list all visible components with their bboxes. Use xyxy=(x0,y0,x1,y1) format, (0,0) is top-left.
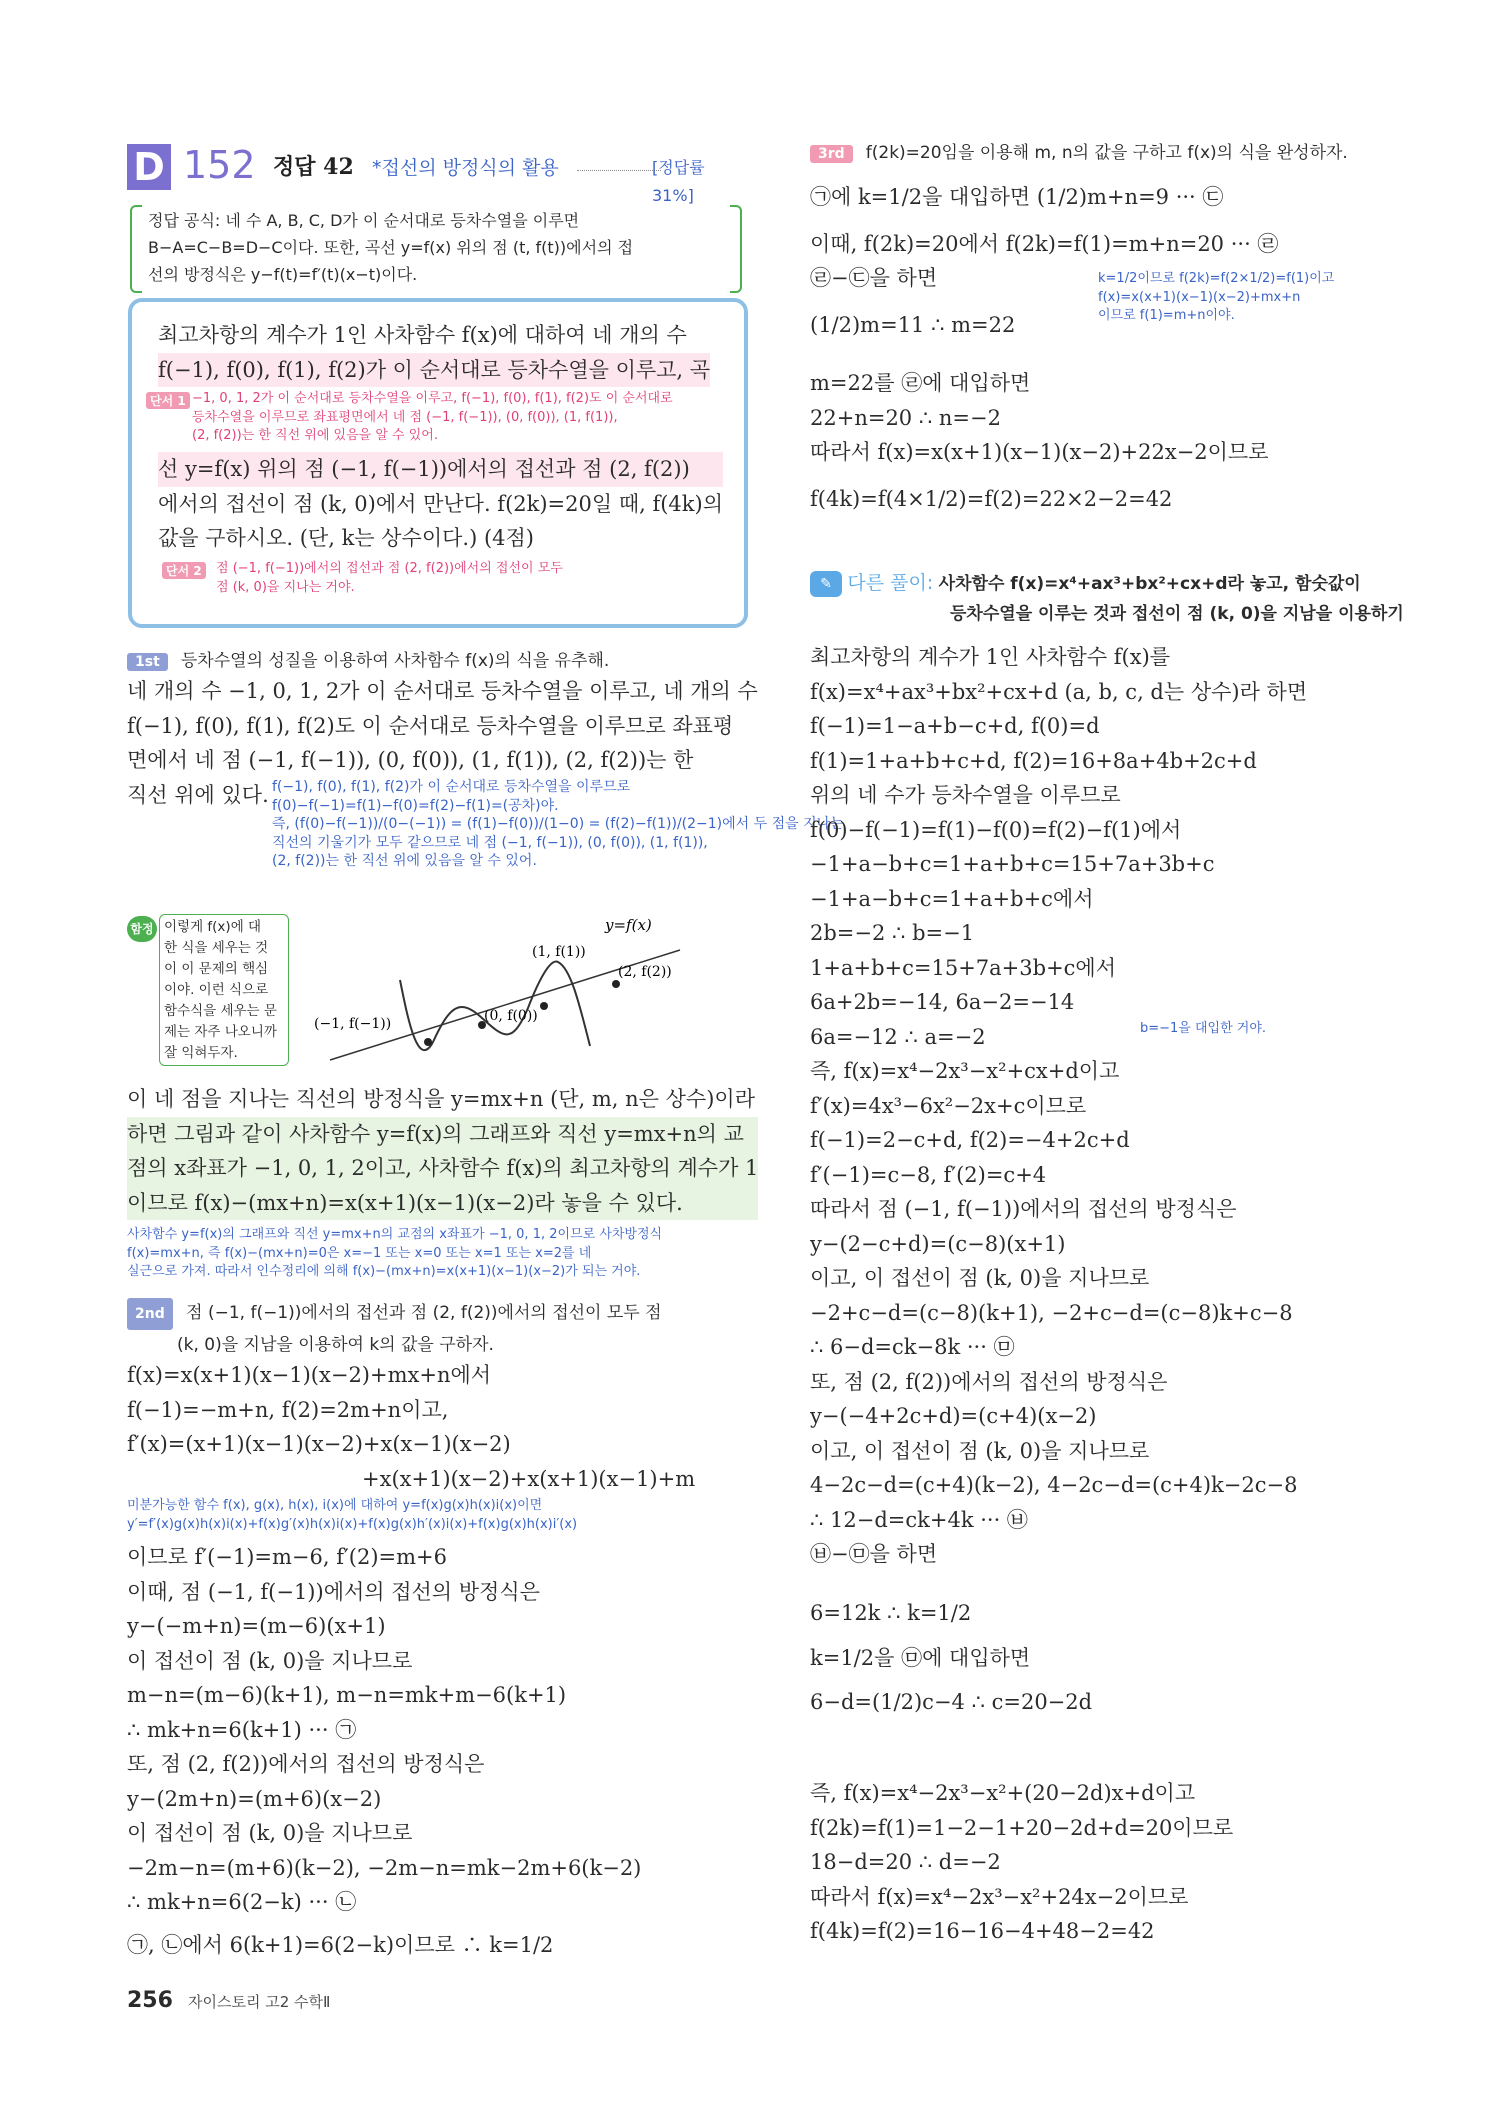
step3-heading xyxy=(810,138,1348,163)
step2-line: f′(x)=(x+1)(x−1)(x−2)+x(x−1)(x−2) xyxy=(127,1432,511,1456)
tip-line: 이렇게 f(x)에 대 xyxy=(164,919,262,935)
step1-line: f(−1), f(0), f(1), f(2)도 이 순서대로 등차수열을 이루므로 좌표평 xyxy=(127,713,734,738)
step1b-note: 실근으로 가져. 따라서 인수정리에 의해 f(x)−(mx+n)=x(x+1)(x−1)(x−2)가 되는 거야. xyxy=(127,1264,641,1279)
step1-line: 직선 위에 있다. xyxy=(127,782,269,807)
step2-line: m−n=(m−6)(k+1), m−n=mk+m−6(k+1) xyxy=(127,1683,567,1707)
step1-note: 즉, (f(0)−f(−1))/(0−(−1)) = (f(1)−f(0))/(1−0) = (f(2)−f(1))/(2−1)에서 두 점을 지나는 xyxy=(272,816,844,832)
alt-line: k=1/2을 ㉤에 대입하면 xyxy=(810,1645,1031,1670)
step2-line: y−(2m+n)=(m+6)(x−2) xyxy=(127,1786,382,1811)
alt-line: f(−1)=2−c+d, f(2)=−4+2c+d xyxy=(810,1128,1130,1152)
step2-title: (k, 0)을 지남을 이용하여 k의 값을 구하자. xyxy=(177,1335,494,1355)
curve-label: y=f(x) xyxy=(605,916,652,934)
alt-line: 위의 네 수가 등차수열을 이루므로 xyxy=(810,783,1121,807)
point-label: (−1, f(−1)) xyxy=(314,1016,392,1032)
alt-label: 다른 풀이: xyxy=(847,572,934,594)
alt-line: f(0)−f(−1)=f(1)−f(0)=f(2)−f(1)에서 xyxy=(810,817,1182,842)
step3-title: f(2k)=20임을 이용해 m, n의 값을 구하고 f(x)의 식을 완성하자. xyxy=(865,143,1348,163)
step1b-line: 하면 그림과 같이 사차함수 y=f(x)의 그래프와 직선 y=mx+n의 교 xyxy=(127,1117,758,1152)
step3-tag: 3rd xyxy=(810,145,853,163)
alt-line: 4−2c−d=(c+4)(k−2), 4−2c−d=(c+4)k−2c−8 xyxy=(810,1473,1298,1497)
alt-line: y−(2−c+d)=(c−8)(x+1) xyxy=(810,1231,1066,1256)
step2-heading xyxy=(127,1298,662,1360)
hint1-line: 등차수열을 이루므로 좌표평면에서 네 점 (−1, f(−1)), (0, f(0)), (1, f(1)), xyxy=(192,409,618,425)
tip-line: 잘 익혀두자. xyxy=(164,1045,238,1061)
alt-line: y−(−4+2c+d)=(c+4)(x−2) xyxy=(810,1404,1097,1428)
step2-line: 이 접선이 점 (k, 0)을 지나므로 xyxy=(127,1648,413,1673)
answer-label: 정답 42 xyxy=(273,154,354,180)
correct-rate: [정답률 31%] xyxy=(652,158,705,205)
alt-line: f(2k)=f(1)=1−2−1+20−2d+d=20이므로 xyxy=(810,1815,1234,1840)
page-number: 256 xyxy=(127,1988,173,2013)
step2-tag: 2nd xyxy=(127,1298,173,1330)
problem-badge: D xyxy=(127,144,171,190)
point-1 xyxy=(540,1002,548,1010)
step3-note: f(x)=x(x+1)(x−1)(x−2)+mx+n xyxy=(1098,289,1301,305)
book-title: 자이스토리 고2 수학Ⅱ xyxy=(188,1993,331,2011)
formula-line: 정답 공식: 네 수 A, B, C, D가 이 순서대로 등차수열을 이루면 xyxy=(148,211,580,230)
point-label: (0, f(0)) xyxy=(484,1008,538,1024)
quartic-curve xyxy=(400,962,590,1051)
alt-line: f(x)=x⁴+ax³+bx²+cx+d (a, b, c, d는 상수)라 하면 xyxy=(810,679,1308,704)
alt-line: 6−d=(1/2)c−4 ∴ c=20−2d xyxy=(810,1690,1093,1714)
topic-label: *접선의 방정식의 활용 xyxy=(372,157,559,179)
alt-line: ∴ 12−d=ck+4k ··· ㉥ xyxy=(810,1507,1028,1532)
formula-line: B−A=C−B=D−C이다. 또한, 곡선 y=f(x) 위의 점 (t, f(t))에서의 접 xyxy=(148,238,634,257)
step1-note: (2, f(2))는 한 직선 위에 있음을 알 수 있어. xyxy=(272,853,537,869)
tip-line: 이야. 이런 식으로 xyxy=(164,982,269,998)
tip-line: 함수식을 세우는 문 xyxy=(164,1003,277,1019)
step1b-note: f(x)=mx+n, 즉 f(x)−(mx+n)=0은 x=−1 또는 x=0 또는 x=1 또는 x=2를 네 xyxy=(127,1245,592,1261)
formula-box xyxy=(130,205,742,291)
step2-line: 이므로 f′(−1)=m−6, f′(2)=m+6 xyxy=(127,1545,447,1569)
tip-line: 이 이 문제의 핵심 xyxy=(164,961,269,977)
alt-line: 따라서 f(x)=x⁴−2x³−x²+24x−2이므로 xyxy=(810,1884,1189,1909)
tip-line: 제는 자주 나오니까 xyxy=(164,1024,277,1040)
alt-line: −1+a−b+c=1+a+b+c에서 xyxy=(810,886,1094,911)
step2-note: 미분가능한 함수 f(x), g(x), h(x), i(x)에 대하여 y=f(x)g(x)h(x)i(x)이면 xyxy=(127,1498,543,1513)
step3-line: 따라서 f(x)=x(x+1)(x−1)(x−2)+22x−2이므로 xyxy=(810,440,1269,464)
tip-badge: 함정 xyxy=(127,916,157,942)
hint1-line: −1, 0, 1, 2가 이 순서대로 등차수열을 이루고, f(−1), f(0), f(1), f(2)도 이 순서대로 xyxy=(192,391,673,406)
alt-line: ∴ 6−d=ck−8k ··· ㉤ xyxy=(810,1335,1015,1359)
step1-title: 등차수열의 성질을 이용하여 사차함수 f(x)의 식을 유추해. xyxy=(180,651,610,671)
formula-line: 선의 방정식은 y−f(t)=f′(t)(x−t)이다. xyxy=(148,265,418,284)
step2-line: f(x)=x(x+1)(x−1)(x−2)+mx+n에서 xyxy=(127,1363,492,1387)
step3-line: m=22를 ㉣에 대입하면 xyxy=(810,371,1031,395)
alt-side-note: b=−1을 대입한 거야. xyxy=(1140,1021,1267,1036)
step3-line: ㉣−㉢을 하면 xyxy=(810,266,938,290)
alt-line: 최고차항의 계수가 1인 사차함수 f(x)를 xyxy=(810,645,1171,669)
alt-line: f′(−1)=c−8, f′(2)=c+4 xyxy=(810,1162,1047,1187)
step2-line: 또, 점 (2, f(2))에서의 접선의 방정식은 xyxy=(127,1752,485,1776)
step1-tag: 1st xyxy=(127,653,168,671)
problem-line: 값을 구하시오. (단, k는 상수이다.) (4점) xyxy=(158,526,534,550)
step3-line: 22+n=20 ∴ n=−2 xyxy=(810,405,1001,430)
tip-line: 한 식을 세우는 것 xyxy=(164,940,269,956)
step2-line: ∴ mk+n=6(k+1) ··· ㉠ xyxy=(127,1717,357,1742)
alt-title: 사차함수 f(x)=x⁴+ax³+bx²+cx+d라 놓고, 함숫값이 xyxy=(938,574,1361,594)
point-2 xyxy=(612,980,620,988)
step2-line: ∴ mk+n=6(2−k) ··· ㉡ xyxy=(127,1890,357,1914)
step1-line: 면에서 네 점 (−1, f(−1)), (0, f(0)), (1, f(1)), (2, f(2))는 한 xyxy=(127,748,694,772)
alt-line: 1+a+b+c=15+7a+3b+c에서 xyxy=(810,955,1116,980)
step2-line: −2m−n=(m+6)(k−2), −2m−n=mk−2m+6(k−2) xyxy=(127,1855,642,1880)
step1b-line: 이 네 점을 지나는 직선의 방정식을 y=mx+n (단, m, n은 상수)이라 xyxy=(127,1087,755,1111)
alt-line: f(1)=1+a+b+c+d, f(2)=16+8a+4b+2c+d xyxy=(810,748,1257,773)
alt-line: 6a+2b=−14, 6a−2=−14 xyxy=(810,990,1075,1014)
problem-line: 선 y=f(x) 위의 점 (−1, f(−1))에서의 접선과 점 (2, f(2)) xyxy=(158,452,723,487)
step2-final: ㉠, ㉡에서 6(k+1)=6(2−k)이므로 ∴ k=1/2 xyxy=(127,1932,554,1957)
alt-line: f(4k)=f(2)=16−16−4+48−2=42 xyxy=(810,1919,1155,1943)
dotted-leader xyxy=(577,170,661,171)
step1b-note: 사차함수 y=f(x)의 그래프와 직선 y=mx+n의 교점의 x좌표가 −1, 0, 1, 2이므로 사차방정식 xyxy=(127,1227,663,1242)
alt-line: 2b=−2 ∴ b=−1 xyxy=(810,921,975,945)
alt-line: f(−1)=1−a+b−c+d, f(0)=d xyxy=(810,714,1100,738)
hint2-tag: 단서 2 xyxy=(162,562,206,579)
problem-line: 에서의 접선이 점 (k, 0)에서 만난다. f(2k)=20일 때, f(4k)의 xyxy=(158,491,723,516)
step1-note: f(0)−f(−1)=f(1)−f(0)=f(2)−f(1)=(공차)야. xyxy=(272,797,559,814)
step2-line: y−(−m+n)=(m−6)(x+1) xyxy=(127,1614,386,1638)
step2-line: 이 접선이 점 (k, 0)을 지나므로 xyxy=(127,1821,413,1845)
page-footer xyxy=(127,1988,330,2013)
step3-line: f(4k)=f(4×1/2)=f(2)=22×2−2=42 xyxy=(810,486,1173,511)
alt-line: ㉥−㉤을 하면 xyxy=(810,1542,938,1566)
alt-line: 또, 점 (2, f(2))에서의 접선의 방정식은 xyxy=(810,1369,1168,1394)
step1-heading xyxy=(127,646,609,671)
problem-number: 152 xyxy=(183,143,256,187)
step2-title: 점 (−1, f(−1))에서의 접선과 점 (2, f(2))에서의 접선이 모두 점 xyxy=(186,1303,662,1323)
alt-line: 즉, f(x)=x⁴−2x³−x²+cx+d이고 xyxy=(810,1059,1120,1083)
alt-line: 이고, 이 접선이 점 (k, 0)을 지나므로 xyxy=(810,1266,1150,1290)
hint2-line: 점 (k, 0)을 지나는 거야. xyxy=(216,579,355,595)
problem-line: f(−1), f(0), f(1), f(2)가 이 순서대로 등차수열을 이루고, 곡 xyxy=(158,353,710,388)
step1-line: 네 개의 수 −1, 0, 1, 2가 이 순서대로 등차수열을 이루고, 네 개의 수 xyxy=(127,679,758,703)
step3-note: 이므로 f(1)=m+n이야. xyxy=(1098,308,1235,323)
step1-note: f(−1), f(0), f(1), f(2)가 이 순서대로 등차수열을 이루므로 xyxy=(272,779,631,795)
step2-line: f(−1)=−m+n, f(2)=2m+n이고, xyxy=(127,1397,449,1422)
alt-line: 6=12k ∴ k=1/2 xyxy=(810,1601,972,1625)
problem-box xyxy=(128,298,748,628)
point-neg1 xyxy=(424,1038,432,1046)
alt-line: 따라서 점 (−1, f(−1))에서의 접선의 방정식은 xyxy=(810,1197,1237,1221)
alt-line: −1+a−b+c=1+a+b+c=15+7a+3b+c xyxy=(810,852,1215,876)
step2-note: y′=f′(x)g(x)h(x)i(x)+f(x)g′(x)h(x)i(x)+f(x)g(x)h′(x)i(x)+f(x)g(x)h(x)i′(x) xyxy=(127,1516,578,1532)
step1b-line: 점의 x좌표가 −1, 0, 1, 2이고, 사차함수 f(x)의 최고차항의 계수가 1 xyxy=(127,1151,758,1186)
quartic-graph xyxy=(300,910,700,1080)
hint2-line: 점 (−1, f(−1))에서의 접선과 점 (2, f(2))에서의 접선이 모두 xyxy=(216,561,563,576)
step3-line: ㉠에 k=1/2을 대입하면 (1/2)m+n=9 ··· ㉢ xyxy=(810,185,1224,209)
tip-box xyxy=(127,912,295,1072)
alt-heading xyxy=(810,568,1404,629)
point-label: (1, f(1)) xyxy=(532,944,586,960)
alt-line: 18−d=20 ∴ d=−2 xyxy=(810,1850,1001,1874)
step3-note: k=1/2이므로 f(2k)=f(2×1/2)=f(1)이고 xyxy=(1098,271,1335,286)
step2-line: 이때, 점 (−1, f(−1))에서의 접선의 방정식은 xyxy=(127,1579,540,1604)
step1b-line: 이므로 f(x)−(mx+n)=x(x+1)(x−1)(x−2)라 놓을 수 있다. xyxy=(127,1186,758,1221)
alt-line: f′(x)=4x³−6x²−2x+c이므로 xyxy=(810,1093,1087,1118)
step3-line: (1/2)m=11 ∴ m=22 xyxy=(810,312,1016,337)
chat-icon: ✎ xyxy=(810,571,842,597)
step2-line: +x(x+1)(x−2)+x(x+1)(x−1)+m xyxy=(362,1466,696,1491)
problem-header xyxy=(127,140,747,205)
point-label: (2, f(2)) xyxy=(618,964,672,980)
alt-line: 즉, f(x)=x⁴−2x³−x²+(20−2d)x+d이고 xyxy=(810,1781,1196,1805)
hint1-line: (2, f(2))는 한 직선 위에 있음을 알 수 있어. xyxy=(192,428,438,443)
alt-line: 이고, 이 접선이 점 (k, 0)을 지나므로 xyxy=(810,1438,1150,1463)
alt-title: 등차수열을 이루는 것과 접선이 점 (k, 0)을 지남을 이용하기 xyxy=(950,604,1404,624)
alt-line: −2+c−d=(c−8)(k+1), −2+c−d=(c−8)k+c−8 xyxy=(810,1300,1293,1325)
alt-line: 6a=−12 ∴ a=−2 xyxy=(810,1024,986,1049)
problem-line: 최고차항의 계수가 1인 사차함수 f(x)에 대하여 네 개의 수 xyxy=(158,323,687,347)
step1-note: 직선의 기울기가 모두 같으므로 네 점 (−1, f(−1)), (0, f(0)), (1, f(1)), xyxy=(272,834,708,851)
hint1-tag: 단서 1 xyxy=(146,392,190,409)
step3-line: 이때, f(2k)=20에서 f(2k)=f(1)=m+n=20 ··· ㉣ xyxy=(810,231,1279,256)
